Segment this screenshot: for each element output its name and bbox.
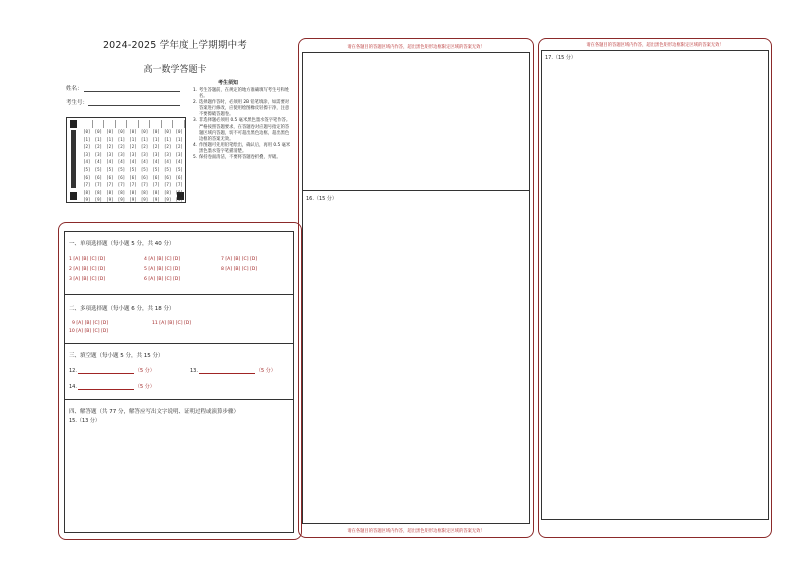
digit-bubble[interactable]: [5] (140, 166, 149, 172)
digit-bubble[interactable]: [3] (129, 151, 137, 157)
digit-bubble[interactable]: [1] (163, 136, 172, 142)
notice-item-text: 考生答题前，在规定的地方准确填写考生号和姓名。 (199, 88, 290, 100)
digit-bubble[interactable]: [6] (94, 174, 103, 180)
digit-bubble[interactable]: [7] (163, 182, 172, 188)
digit-bubble[interactable]: [5] (163, 166, 172, 172)
notice-item-text: 作图题可先用铅笔绘出，确认后，再用 0.5 毫米黑色墨水签字笔描清楚。 (199, 142, 291, 154)
digit-bubble[interactable]: [0] (117, 129, 126, 134)
digit-bubble[interactable]: [3] (175, 151, 183, 157)
digit-bubble[interactable]: [1] (83, 136, 91, 142)
mc-q5[interactable]: 5 [A] [B] [C] [D] (144, 267, 181, 272)
digit-bubble[interactable]: [2] (129, 144, 137, 150)
q15-answer-area[interactable] (65, 426, 293, 532)
notice-item-number: 2. (193, 100, 198, 106)
q13-answer-line[interactable] (199, 373, 255, 374)
digit-bubble[interactable]: [4] (140, 159, 149, 165)
digit-bubble[interactable]: [0] (163, 129, 172, 134)
digit-bubble[interactable]: [3] (117, 151, 126, 157)
digit-bubble[interactable]: [9] (163, 197, 172, 203)
digit-bubble[interactable]: [0] (129, 129, 137, 134)
q12-points: （5 分） (134, 368, 155, 374)
fill-q13[interactable] (190, 367, 276, 374)
q13-points: （5 分） (255, 368, 276, 374)
digit-bubble[interactable]: [6] (175, 174, 183, 180)
q15-continued-area[interactable] (303, 53, 529, 189)
q15-label: 15.（13 分） (69, 418, 100, 424)
digit-bubble[interactable]: [2] (175, 144, 183, 150)
digit-bubble[interactable]: [4] (152, 159, 160, 165)
digit-bubbles[interactable] (81, 128, 185, 204)
digit-bubble[interactable]: [3] (106, 151, 114, 157)
notice-item-number: 4. (193, 142, 198, 148)
digit-bubble[interactable]: [9] (83, 197, 91, 203)
q17-answer-area[interactable] (542, 63, 768, 519)
card-title: 2024-2025 学年度上学期期中考 (102, 40, 248, 51)
notice-item (193, 118, 293, 142)
digit-bubble[interactable]: [0] (175, 129, 183, 134)
digit-bubble[interactable]: [9] (106, 197, 114, 203)
right-top-warning: 请在各题目的答题区域内作答，超出黑色矩形边框限定区域的答案无效！ (586, 43, 724, 48)
digit-bubble[interactable]: [1] (152, 136, 160, 142)
exam-number-grid (66, 117, 186, 203)
notice-item-number: 1. (193, 88, 198, 93)
digit-bubble[interactable]: [3] (152, 151, 160, 157)
digit-bubble[interactable]: [6] (83, 174, 91, 180)
digit-bubble[interactable]: [7] (175, 182, 183, 188)
notice-item-number: 5. (193, 155, 198, 161)
digit-bubble[interactable]: [5] (83, 166, 91, 172)
digit-bubble[interactable]: [8] (106, 189, 114, 195)
q14-label: 14. (69, 384, 77, 390)
digit-bubble[interactable]: [7] (106, 182, 114, 188)
digit-bubble[interactable]: [2] (152, 144, 160, 150)
digit-bubble[interactable]: [2] (140, 144, 149, 150)
mc-q6[interactable]: 6 [A] [B] [C] [D] (144, 277, 181, 282)
digit-bubble[interactable]: [4] (117, 159, 126, 165)
section2-title: 二、多项选择题（每小题 6 分，共 18 分） (69, 306, 175, 312)
section-divider (64, 294, 294, 295)
digit-bubble[interactable]: [4] (94, 159, 103, 165)
digit-bubble[interactable]: [7] (152, 182, 160, 188)
digit-bubble[interactable]: [8] (140, 189, 149, 195)
mc-q9[interactable]: 9 [A] [B] [C] [D] (72, 321, 109, 326)
q17-label: 17.（15 分） (545, 55, 576, 61)
mc-q10[interactable]: 10 [A] [B] [C] [D] (69, 329, 109, 334)
digit-bubble[interactable]: [9] (129, 197, 137, 203)
q14-points: （5 分） (134, 384, 155, 390)
digit-bubble[interactable]: [7] (117, 182, 126, 188)
digit-bubble[interactable]: [5] (152, 166, 160, 172)
digit-bubble[interactable]: [8] (117, 189, 126, 195)
timing-mark (70, 120, 77, 128)
notice-item-text: 保持卷面清洁，不要将答题卷折叠，弄破。 (199, 155, 281, 161)
digit-bubble[interactable]: [2] (117, 144, 126, 150)
digit-bubble[interactable]: [9] (140, 197, 149, 203)
mc-q2[interactable]: 2 [A] [B] [C] [D] (69, 267, 106, 272)
fill-q12[interactable] (69, 367, 155, 374)
digit-bubble[interactable]: [4] (83, 159, 91, 165)
digit-bubble[interactable]: [2] (163, 144, 172, 150)
mc-q8[interactable]: 8 [A] [B] [C] [D] (221, 267, 258, 272)
digit-bubble[interactable]: [6] (129, 174, 137, 180)
digit-bubble[interactable]: [0] (140, 129, 149, 134)
id-label: 考生号： (66, 100, 89, 106)
digit-bubble[interactable]: [5] (94, 166, 103, 172)
q16-label: 16.（15 分） (306, 196, 337, 202)
middle-bottom-warning: 请在各题目的答题区域内作答，超出黑色矩形边框限定区域的答案无效！ (347, 529, 485, 534)
digit-bubble[interactable]: [6] (140, 174, 149, 180)
mc-q4[interactable]: 4 [A] [B] [C] [D] (144, 257, 181, 262)
section-divider (64, 343, 294, 344)
digit-bubble[interactable]: [9] (152, 197, 160, 203)
digit-bubble[interactable]: [9] (175, 197, 183, 203)
digit-bubble[interactable]: [6] (106, 174, 114, 180)
section1-title: 一、单项选择题（每小题 5 分，共 40 分） (69, 241, 175, 247)
notice-item-text: 非选择题必须用 0.5 毫米黑色墨水签字笔作答。严格按照答题要求，在答题卷对应题号指定的答题区域内答题，切不可超出黑色边框，超出黑色边框的答案无效。 (199, 118, 291, 142)
section3-title: 三、填空题（每小题 5 分，共 15 分） (69, 353, 164, 359)
timing-strip (71, 130, 76, 188)
notice-item (193, 155, 293, 161)
digit-bubble[interactable]: [4] (163, 159, 172, 165)
digit-bubble[interactable]: [0] (106, 129, 114, 134)
digit-bubble[interactable]: [5] (106, 166, 114, 172)
mc-q11[interactable]: 11 [A] [B] [C] [D] (152, 321, 192, 326)
digit-bubble[interactable]: [6] (117, 174, 126, 180)
digit-bubble[interactable]: [2] (106, 144, 114, 150)
name-label: 姓名： (66, 86, 83, 92)
digit-bubble[interactable]: [8] (94, 189, 103, 195)
id-field[interactable] (88, 105, 180, 106)
mc-q1[interactable]: 1 [A] [B] [C] [D] (69, 257, 106, 262)
q12-answer-line[interactable] (78, 373, 134, 374)
digit-bubble[interactable]: [8] (129, 189, 137, 195)
middle-top-warning: 请在各题目的答题区域内作答，超出黑色矩形边框限定区域的答案无效！ (347, 45, 485, 50)
q14-answer-line[interactable] (78, 389, 134, 390)
notice-list (193, 88, 293, 161)
digit-bubble[interactable]: [5] (117, 166, 126, 172)
digit-bubble[interactable]: [3] (140, 151, 149, 157)
notice-item-text: 选择题作答时，必须用 2B 铅笔填涂，如需要对答案进行修改，应使用绘图橡皮轻擦干净，注意不要擦破答题卷。 (199, 100, 290, 118)
digit-bubble[interactable]: [9] (94, 197, 103, 203)
fill-q14[interactable] (69, 383, 155, 390)
notice-title: 考生须知 (218, 80, 239, 86)
digit-bubble[interactable]: [2] (83, 144, 91, 150)
digit-bubble[interactable]: [1] (175, 136, 183, 142)
digit-bubble[interactable]: [2] (94, 144, 103, 150)
q12-label: 12. (69, 368, 77, 374)
section-divider (64, 399, 294, 400)
digit-bubble[interactable]: [5] (175, 166, 183, 172)
card-subtitle: 高一数学答题卡 (143, 65, 207, 75)
digit-bubble[interactable]: [8] (152, 189, 160, 195)
notice-item (193, 88, 293, 100)
digit-bubble[interactable]: [6] (163, 174, 172, 180)
digit-bubble[interactable]: [8] (163, 189, 172, 195)
digit-bubble[interactable]: [8] (83, 189, 91, 195)
digit-bubble[interactable]: [3] (94, 151, 103, 157)
digit-bubble[interactable]: [8] (175, 189, 183, 195)
digit-bubble[interactable]: [1] (117, 136, 126, 142)
digit-bubble[interactable]: [7] (129, 182, 137, 188)
timing-mark (70, 192, 77, 200)
section4-title: 四、解答题（共 77 分，解答应写出文字说明、证明过程或演算步骤） (69, 409, 239, 415)
digit-bubble[interactable]: [6] (152, 174, 160, 180)
digit-bubble[interactable]: [4] (106, 159, 114, 165)
digit-bubble[interactable]: [0] (83, 129, 91, 134)
digit-bubble[interactable]: [0] (152, 129, 160, 134)
notice-item (193, 143, 293, 155)
mc-q3[interactable]: 3 [A] [B] [C] [D] (69, 277, 106, 282)
question-divider (302, 190, 530, 191)
digit-column-headers[interactable] (81, 120, 185, 128)
name-field[interactable] (84, 91, 180, 92)
q13-label: 13. (190, 368, 198, 374)
digit-bubble[interactable]: [4] (175, 159, 183, 165)
digit-bubble[interactable]: [7] (140, 182, 149, 188)
notice-item (193, 100, 293, 118)
digit-bubble[interactable]: [9] (117, 197, 126, 203)
digit-bubble[interactable]: [3] (163, 151, 172, 157)
digit-bubble[interactable]: [0] (94, 129, 103, 134)
q16-answer-area[interactable] (303, 204, 529, 522)
digit-bubble[interactable]: [4] (129, 159, 137, 165)
digit-bubble[interactable]: [7] (83, 182, 91, 188)
digit-bubble[interactable]: [5] (129, 166, 137, 172)
digit-bubble[interactable]: [7] (94, 182, 103, 188)
digit-bubble[interactable]: [1] (106, 136, 114, 142)
digit-bubble[interactable]: [1] (140, 136, 149, 142)
notice-item-number: 3. (193, 118, 198, 124)
digit-bubble[interactable]: [3] (83, 151, 91, 157)
mc-q7[interactable]: 7 [A] [B] [C] [D] (221, 257, 258, 262)
digit-bubble[interactable]: [1] (94, 136, 103, 142)
digit-bubble[interactable]: [1] (129, 136, 137, 142)
